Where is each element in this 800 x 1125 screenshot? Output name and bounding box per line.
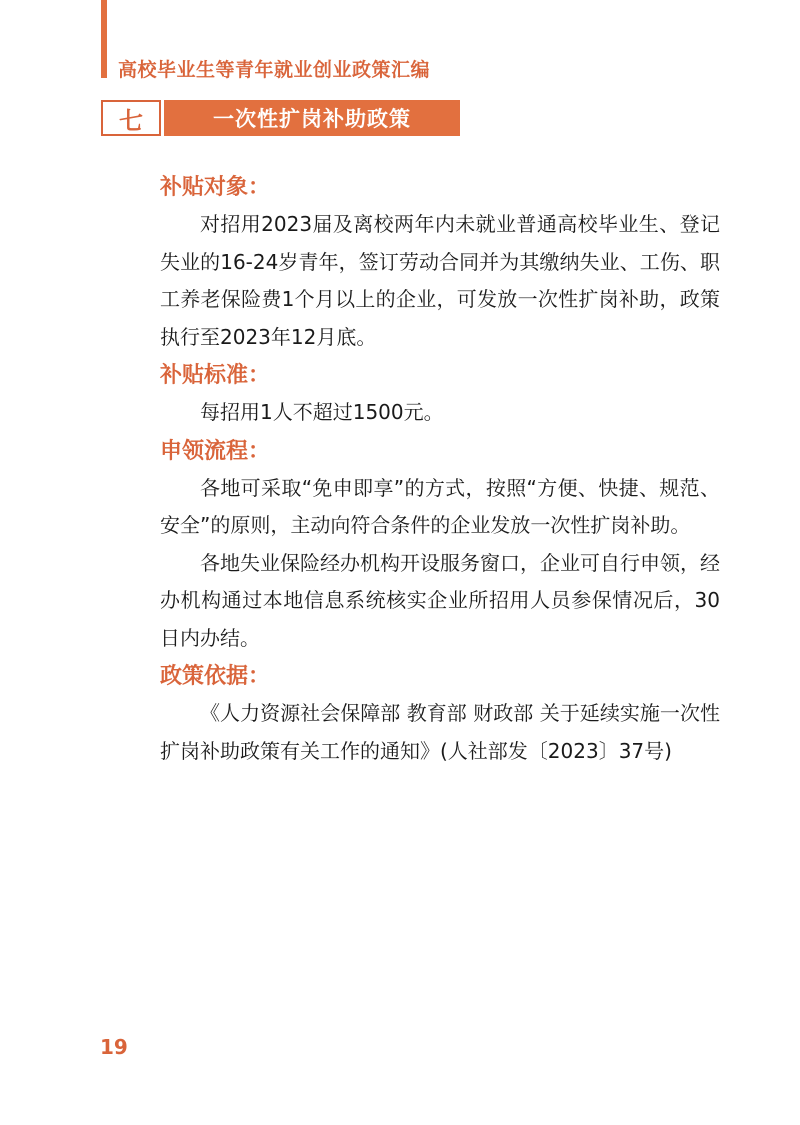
accent-bar (101, 0, 107, 78)
section-title: 一次性扩岗补助政策 (164, 100, 460, 136)
standard-heading: 补贴标准： (160, 363, 271, 388)
basis-paragraph: 《人力资源社会保障部 教育部 财政部 关于延续实施一次性扩岗补助政策有关工作的通知》(人社部发〔2023〕37号) (160, 701, 720, 763)
running-head: 高校毕业生等青年就业创业政策汇编 (118, 59, 431, 81)
standard-paragraph: 每招用1人不超过1500元。 (200, 400, 444, 424)
basis-block (160, 659, 720, 770)
basis-heading: 政策依据： (160, 664, 271, 689)
process-block (160, 434, 720, 658)
target-paragraph: 对招用2023届及离校两年内未就业普通高校毕业生、登记失业的16-24岁青年，签订劳动合同并为其缴纳失业、工伤、职工养老保险费1个月以上的企业，可发放一次性扩岗补助，政策执行至2023年12月底。 (160, 212, 720, 349)
section-number: 七 (101, 100, 161, 136)
standard-block (160, 358, 720, 432)
target-block (160, 170, 720, 356)
target-heading: 补贴对象： (160, 175, 271, 200)
process-paragraph-2: 各地失业保险经办机构开设服务窗口，企业可自行申领，经办机构通过本地信息系统核实企业所招用人员参保情况后，30日内办结。 (160, 550, 720, 650)
process-paragraph-1: 各地可采取“免申即享”的方式，按照“方便、快捷、规范、安全”的原则，主动向符合条件的企业发放一次性扩岗补助。 (160, 475, 720, 537)
section-header (101, 100, 460, 136)
section-content (160, 170, 720, 772)
process-heading: 申领流程： (160, 438, 271, 464)
page-number: 19 (100, 1035, 128, 1059)
